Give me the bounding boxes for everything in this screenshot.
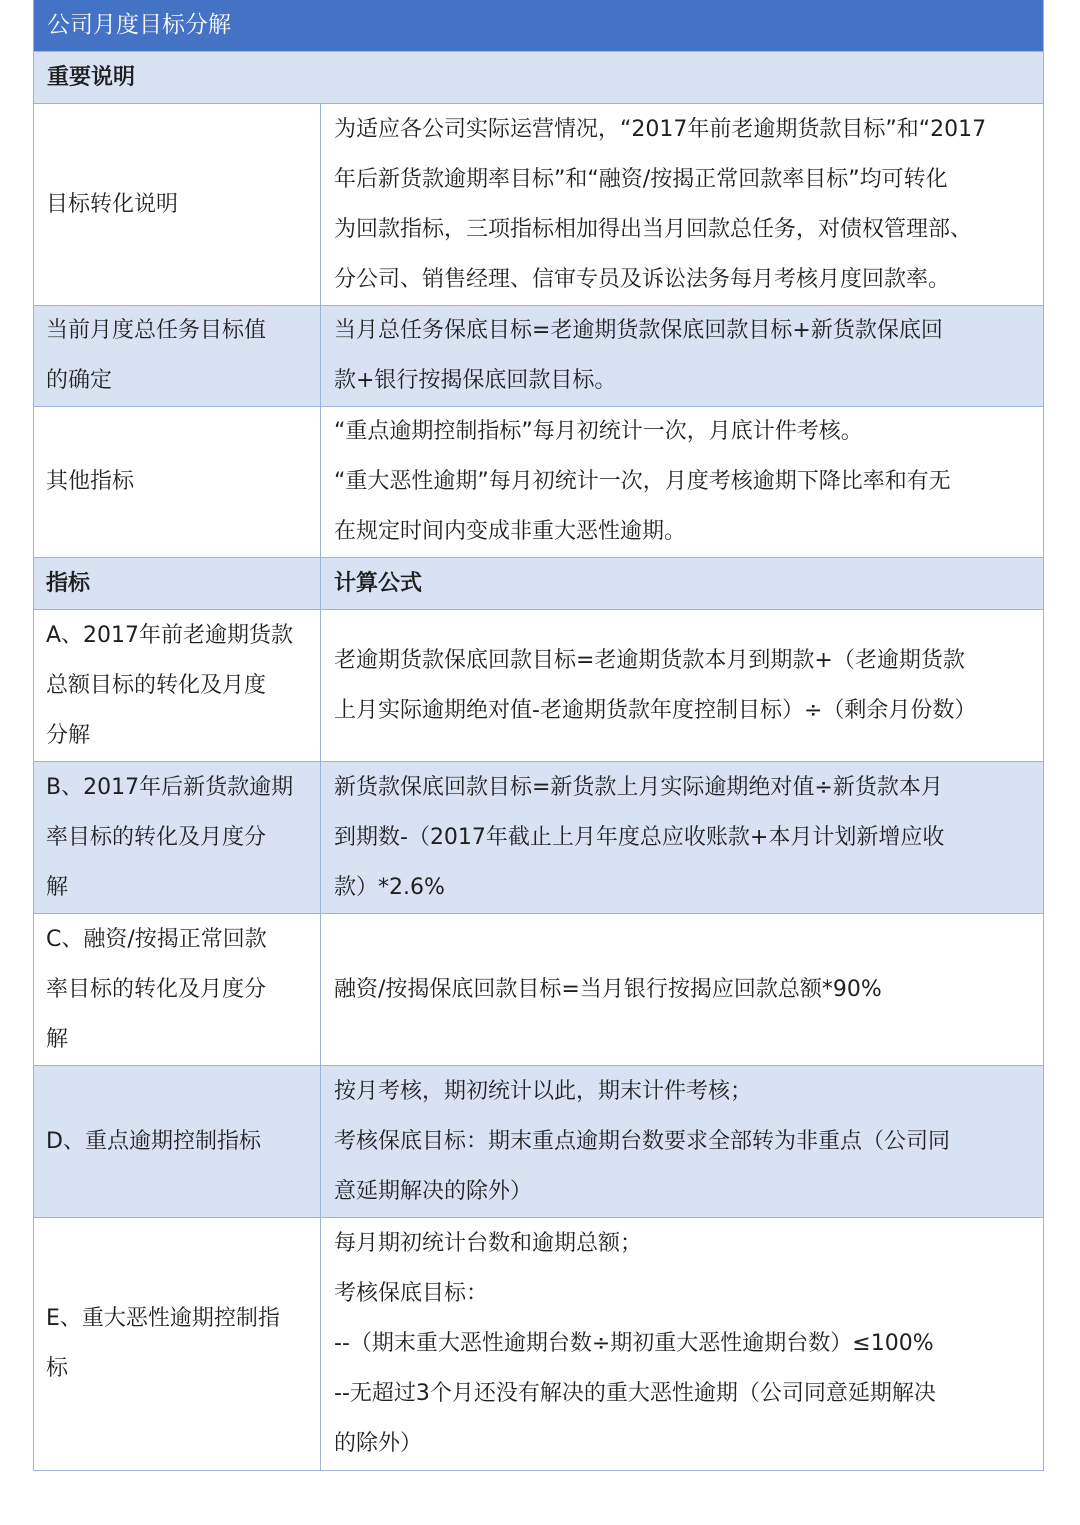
indicator-label-line: 率目标的转化及月度分 [46, 976, 267, 1002]
indicator-label-line: D、重点逾期控制指标 [46, 1128, 261, 1154]
indicator-formula [321, 914, 1043, 1065]
indicator-row-b [34, 761, 1043, 913]
header-formula [321, 558, 1043, 609]
indicator-label-line: 解 [46, 1026, 69, 1052]
indicator-formula [321, 1066, 1043, 1217]
header-indicator [34, 558, 321, 609]
indicator-label-line: E、重大恶性逾期控制指 [46, 1306, 280, 1331]
header-indicator-label: 指标 [46, 570, 91, 596]
note-label [34, 306, 321, 406]
indicator-formula-line: 款）*2.6% [334, 874, 445, 900]
note-content-line: 在规定时间内变成非重大恶性逾期。 [334, 519, 687, 544]
indicator-formula-line: 意延期解决的除外） [334, 1178, 533, 1204]
indicator-label [34, 1218, 321, 1470]
goal-breakdown-table [33, 0, 1044, 1471]
note-content-line: 为适应各公司实际运营情况，“2017年前老逾期货款目标”和“2017 [334, 116, 987, 142]
indicator-row-a [34, 609, 1043, 761]
indicator-formula-line: 按月考核，期初统计以此，期末计件考核； [334, 1078, 753, 1104]
note-row-other-indicators [34, 406, 1043, 557]
indicator-label-line: A、2017年前老逾期货款 [46, 622, 294, 648]
indicator-label-line: 标 [46, 1356, 69, 1381]
note-label-line: 的确定 [46, 368, 113, 393]
note-label-line: 当前月度总任务目标值 [46, 318, 267, 343]
note-label [34, 407, 321, 557]
table-title: 公司月度目标分解 [34, 0, 1043, 51]
indicator-formula-line: 的除外） [334, 1431, 423, 1456]
section-heading: 重要说明 [34, 51, 1043, 103]
note-content-line: 分公司、销售经理、信审专员及诉讼法务每月考核月度回款率。 [334, 266, 951, 292]
indicator-row-d [34, 1065, 1043, 1217]
indicator-label-line: C、融资/按揭正常回款 [46, 926, 267, 952]
indicator-row-c [34, 913, 1043, 1065]
indicator-label-line: B、2017年后新货款逾期 [46, 774, 294, 800]
note-content [321, 306, 1043, 406]
header-formula-label: 计算公式 [334, 570, 423, 596]
indicator-formula [321, 762, 1043, 913]
indicator-label-line: 分解 [46, 722, 91, 748]
indicator-formula-line: 新货款保底回款目标=新货款上月实际逾期绝对值÷新货款本月 [334, 774, 943, 800]
note-content-line: 年后新货款逾期率目标”和“融资/按揭正常回款率目标”均可转化 [334, 166, 948, 192]
indicator-label [34, 762, 321, 913]
indicator-label-line: 率目标的转化及月度分 [46, 824, 267, 850]
indicator-formula-line: 到期数-（2017年截止上月年度总应收账款+本月计划新增应收 [334, 824, 945, 850]
note-content-line: “重点逾期控制指标”每月初统计一次，月底计件考核。 [334, 419, 863, 444]
indicator-formula-line: --（期末重大恶性逾期台数÷期初重大恶性逾期台数）≤100% [334, 1331, 934, 1356]
indicator-formula-line: --无超过3个月还没有解决的重大恶性逾期（公司同意延期解决 [334, 1381, 936, 1406]
note-content-line: 为回款指标，三项指标相加得出当月回款总任务，对债权管理部、 [334, 216, 973, 242]
note-label-line: 其他指标 [46, 469, 135, 494]
indicator-formula [321, 1218, 1043, 1470]
indicator-label [34, 1066, 321, 1217]
note-label-line: 目标转化说明 [46, 191, 179, 217]
note-content-line: 当月总任务保底目标=老逾期货款保底回款目标+新货款保底回 [334, 318, 943, 343]
indicator-label-line: 解 [46, 874, 69, 900]
indicator-formula-line: 上月实际逾期绝对值-老逾期货款年度控制目标）÷（剩余月份数） [334, 697, 977, 723]
indicator-formula-line: 老逾期货款保底回款目标=老逾期货款本月到期款+（老逾期货款 [334, 647, 965, 673]
indicator-formula-line: 考核保底目标：期末重点逾期台数要求全部转为非重点（公司同 [334, 1128, 951, 1154]
indicator-formula-line: 融资/按揭保底回款目标=当月银行按揭应回款总额*90% [334, 976, 882, 1002]
note-row-target-conversion [34, 103, 1043, 305]
indicator-formula-line: 每月期初统计台数和逾期总额； [334, 1231, 643, 1256]
note-content [321, 407, 1043, 557]
note-row-monthly-task [34, 305, 1043, 406]
note-content-line: “重大恶性逾期”每月初统计一次，月度考核逾期下降比率和有无 [334, 469, 951, 494]
indicator-label [34, 610, 321, 761]
indicator-formula [321, 610, 1043, 761]
note-content-line: 款+银行按揭保底回款目标。 [334, 368, 617, 393]
indicator-row-e [34, 1217, 1043, 1470]
indicator-label [34, 914, 321, 1065]
note-label [34, 104, 321, 305]
indicator-label-line: 总额目标的转化及月度 [46, 672, 267, 698]
indicator-header-row [34, 557, 1043, 609]
indicator-formula-line: 考核保底目标： [334, 1281, 489, 1306]
note-content [321, 104, 1043, 305]
